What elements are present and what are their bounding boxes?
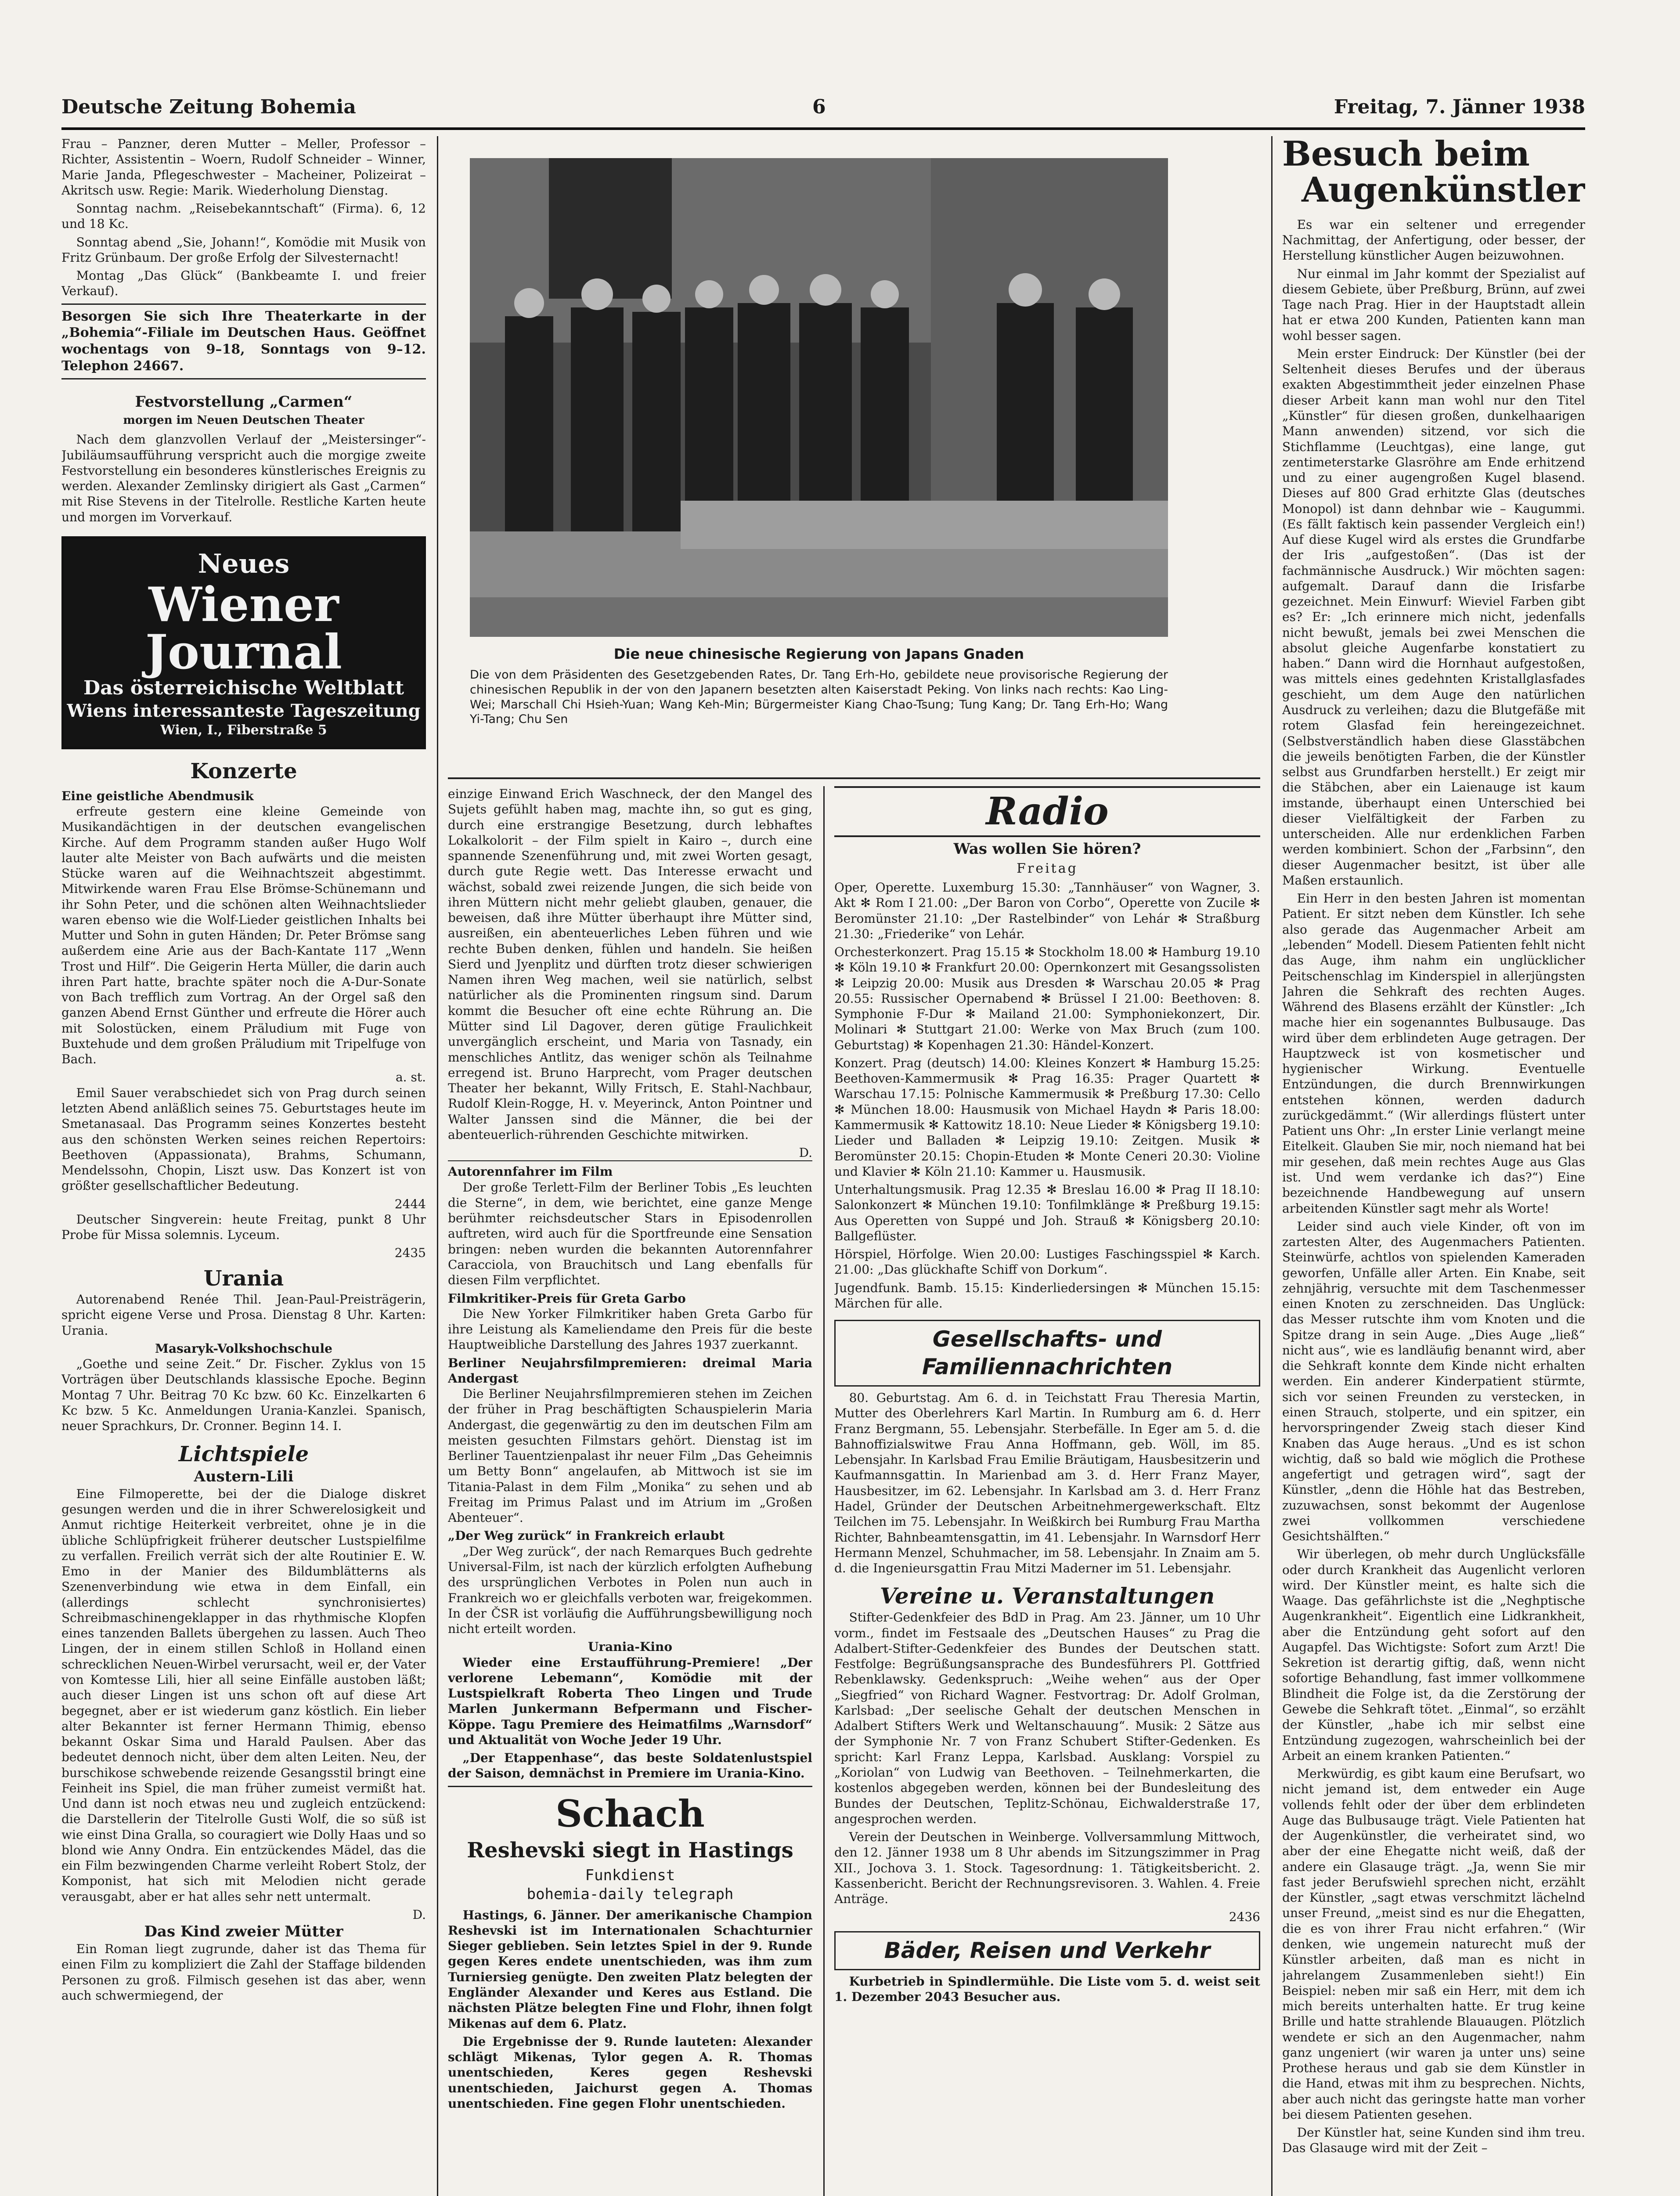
konzerte-heading: Konzerte bbox=[190, 759, 297, 784]
feature-p7: Merkwürdig, es gibt kaum eine Berufsart, wo nicht jemand ist, dem entweder ein Auge vollends fehlt oder der über dem erblindeten Auge das Bulbusauge trägt. Viele Patienten hat der Augenkünstler, die verheiratet sind, wo aber der eine Ehegatte nicht weiß, daß der andere ein Glasauge trägt. „Ja, wenn Sie mir fast jeder Berufswiehl sprechen nicht, erzählt der Künstler, „sagt etwas verschmitzt lächelnd unser Freund, „meist sind es nur die Ehegatten, die es von ihrer Frau nicht erfahren.“ (Wir denken, wie ungemein naturecht muß der Künstler arbeiten, daß man es nicht in jahrelangem Zusammenleben sieht!) Ein Beispiel: neben mir saß ein Herr, mit dem ich mich bereits unterhalten hatte. Er trug keine Brille und hatte strahlende Blauaugen. Plötzlich wendete er sich an den Augenmacher, nahm ganz ungeniert (wir waren ja unter uns) seine Prothese heraus und gab sie dem Künstler in die Hand, etwas mit ihm zu besprechen. Nichts, aber auch nicht das geringste hatte man vorher bei diesem Patienten gesehen. bbox=[1282, 1766, 1585, 2122]
feature-p5: Leider sind auch viele Kinder, oft von im zartesten Alter, des Augenmachers Patienten. Steinwürfe, achtlos von spielenden Kameraden geworfen, Unfälle aller Arten. Ein Knabe, seit zehnjährig, versuchte mit dem Taschenmesser einen Knoten zu zerschneiden. Das Unglück: das Messer rutschte ihm vom Knoten und die Spitze drang in sein Auge. „Dies Auge „ließ“ nicht aus“, wie es landläufig benannt wird, aber die Sehkraft konnte dem Kinde nicht erhalten werden. Ein anderer Kinderpatient stürmte, sich vor seinen Freunden zu verstecken, in einen Strauch, stolperte, und ein spitzer, ein hervorspringender Zweig stach dieser Kind Knaben das Auge heraus. „Und es ist schon wichtig, daß so bald wie möglich die Prothese angefertigt und getragen wird“, sagt der Künstler, „denn die Höhle hat das Bestreben, zuzuwachsen, sonst bekommt der Augenlose zwei vollkommen verschiedene Gesichtshälften.“ bbox=[1282, 1219, 1585, 1544]
film-signature: D. bbox=[799, 1145, 812, 1160]
masaryk-text: „Goethe und seine Zeit.“ Dr. Fischer. Zyklus von 15 Vorträgen über Deutschlands klassische Epoche. Beginn Montag 7 Uhr. Beitrag 70 Kc bzw. 60 Kc. Einzelkarten 6 Kc bzw. 5 Kc. Anmeldungen Urania-Kanzlei. Spanisch, neuer Sprachkurs, Dr. Cronner. Beginn 14. I. bbox=[61, 1357, 426, 1434]
carmen-title: Festvorstellung „Carmen“ bbox=[135, 393, 353, 411]
radio-oper: Oper, Operette. Luxemburg 15.30: „Tannhäuser“ von Wagner, 3. Akt ✻ Rom I 21.00: „Der Baron von Corbo“, Operette von Zucile ✻ Beromünster 21.10: „Der Rastelbinder“ von Lehár ✻ Straßburg 21.30: „Friederike“ von Lehár. bbox=[834, 880, 1260, 941]
photo-caption-title: Die neue chinesische Regierung von Japans Gnaden bbox=[613, 646, 1024, 662]
ad-line-1: Neues bbox=[198, 549, 290, 580]
radio-day: Freitag bbox=[1017, 861, 1078, 877]
austern-signature: D. bbox=[412, 1907, 426, 1922]
kind-title: Das Kind zweier Mütter bbox=[144, 1923, 343, 1941]
schach-subheading: Reshevski siegt in Hastings bbox=[467, 1838, 793, 1863]
urania-kino-text2: „Der Etappenhase“, das beste Soldatenlustspiel der Saison, demnächst in Premiere im Urania-Kino. bbox=[448, 1751, 812, 1781]
radio-jugend: Jugendfunk. Bamb. 15.15: Kinderliedersingen ✻ München 15.15: Märchen für alle. bbox=[834, 1280, 1260, 1311]
weg-text: „Der Weg zurück“, der nach Remarques Buch gedrehte Universal-Film, ist nach der kürzlich erfolgten Aufhebung des ursprünglichen Verbotes in Polen nun auch in Frankreich wo er gleichfalls verboten war, freigekommen. In der ČSR ist vorläufig die Aufführungsbewilligung noch nicht erteilt worden. bbox=[448, 1544, 812, 1636]
urania-text: Autorenabend Renée Thil. Jean-Paul-Preisträgerin, spricht eigene Verse und Prosa. Dienstag 8 Uhr. Karten: Urania. bbox=[61, 1292, 426, 1338]
gesellschaft-box bbox=[834, 1320, 1260, 1387]
radio-unterhaltung: Unterhaltungsmusik. Prag 12.35 ✻ Breslau 16.00 ✻ Prag II 18.10: Salonkonzert ✻ München 19.10: Tonfilmklänge ✻ Preßburg 19.15: Aus Operetten von Suppé und Joh. Strauß ✻ Königsberg 20.10: Ballgeflüster. bbox=[834, 1182, 1260, 1243]
photo-caption-text: Die von dem Präsidenten des Gesetzgebenden Rates, Dr. Tang Erh-Ho, gebildete neue provisorische Regierung der chinesischen Republik in der von den Japanern besetzten alten Kaiserstadt Peking. Von links nach rechts: Kao Ling-Wei; Marschall Chi Hsieh-Yuan; Wang Keh-Min; Bürgermeister Kiang Chao-Tsung; Tung Kang; Dr. Tang Erh-Ho; Wang Yi-Tang; Chu Sen bbox=[470, 668, 1168, 726]
gesellschaft-text: 80. Geburtstag. Am 6. d. in Teichstatt Frau Theresia Martin, Mutter des Oberlehrers Karl Martin. In Rumburg am 6. d. Herr Franz Bergmann, 55. Lebensjahr. Sterbefälle. In Eger am 5. d. die Bahnoffizialswitwe Frau Anna Hoffmann, geb. Wöll, im 85. Lebensjahr. In Karlsbad Frau Emilie Bräutigam, Hausbesitzerin und Kaufmannsgattin. In Marienbad am 3. d. Herr Franz Mayer, Hausbesitzer, im 62. Lebensjahr. In Karlsbad am 3. d. Herr Franz Hadel, Gründer der Deutschen Arbeitnehmergewerkschaft. Eltz Teilchen im 75. Lebensjahr. In Weißkirch bei Rumburg Frau Martha Richter, Bahnbeamtensgattin, im 41. Lebensjahr. In Warnsdorf Herr Hermann Menzel, Schuhmacher, im 58. Lebensjahr. In Znaim am 5. d. die Ingenieursgattin Frau Mitzi Maderner im 51. Lebensjahr. bbox=[834, 1391, 1260, 1576]
page-number: 6 bbox=[812, 96, 826, 118]
berliner-title: Berliner Neujahrsfilmpremieren: dreimal Maria Andergast bbox=[448, 1355, 812, 1386]
column-2 bbox=[448, 786, 812, 2196]
ad-line-5: Wien, I., Fiberstraße 5 bbox=[160, 722, 327, 738]
masaryk-title: Masaryk-Volkshochschule bbox=[155, 1341, 332, 1356]
ad-line-3: Das österreichische Weltblatt bbox=[83, 676, 404, 699]
weg-title: „Der Weg zurück“ in Frankreich erlaubt bbox=[448, 1528, 725, 1543]
masthead-title: Deutsche Zeitung Bohemia bbox=[61, 96, 356, 118]
autoren-title: Autorennfahrer im Film bbox=[448, 1160, 812, 1179]
garbo-title: Filmkritiker-Preis für Greta Garbo bbox=[448, 1291, 686, 1306]
montag: Montag „Das Glück“ (Bankbeamte I. und freier Verkauf). bbox=[61, 268, 426, 299]
issue-date: Freitag, 7. Jänner 1938 bbox=[1334, 96, 1585, 118]
funkdienst-label: Funkdienst bbox=[585, 1867, 675, 1885]
carmen-subtitle: morgen im Neuen Deutschen Theater bbox=[123, 413, 364, 427]
berliner-text: Die Berliner Neujahrsfilmpremieren stehen im Zeichen der früher in Prag beschäftigten Schauspielerin Maria Andergast, die gegenwärtig zu den im deutschen Film am meisten gesuchten Filmstars gehört. Dienstag ist im Berliner Tauentzienpalast ihr neuer Film „Das Geheimnis um Betty Bonn“ angelaufen, ab Mittwoch ist sie im Titania-Palast in dem Film „Monika“ zu sehen und ab Freitag im Primus Palast und im Atrium im „Großen Abenteuer“. bbox=[448, 1387, 812, 1525]
garbo-text: Die New Yorker Filmkritiker haben Greta Garbo für ihre Leistung als Kameliendame den Preis für die beste Hauptweibliche Darstellung des Jahres 1937 zuerkannt. bbox=[448, 1306, 812, 1352]
feature-p3: Mein erster Eindruck: Der Künstler (bei der Seltenheit dieses Berufes und der überaus exakten Abgestimmtheit jeder einzelnen Phase dieser Arbeit kann man wohl nur den Titel „Künstler“ für diesen großen, dunkelhaarigen Mann anwenden) sitzend, vor sich die Stichflamme (Leuchtgas), eine lange, gut zentimeterstarke Glasröhre am Ende erhitzend und zu einer augengroßen Kugel blasend. Dieses auf 800 Grad erhitzte Glas (deutsches Monopol) ist dann dehnbar wie – Kaugummi. (Es fällt faktisch kein passender Vergleich ein!) Auf diese Kugel wird als erstes die Grundfarbe der Iris „aufgestoßen“. (Das ist der fachmännische Ausdruck.) Wir möchten sagen: aufgemalt. Darauf dann die Irisfarbe gezeichnet. Mein Einwurf: Wieviel Farben gibt es? Er: „Ich erinnere mich nicht, jedenfalls nicht bewußt, jemals bei zwei Menschen die absolut gleiche Augenfarbe konstatiert zu haben.“ Dann wird die Hornhaut aufgestoßen, was mittels eines gedehnten Kristallglasfades geschieht, um dem Auge den natürlichen Ausdruck zu verleihen; dazu die Blutgefäße mit rotem Glasfad fein hereingezeichnet. (Selbstverständlich haben diese Glasstäbchen die jeweils benötigten Farben, die der Künstler selbst aus Grundfarben herstellt.) Er zeigt mir die Stäbchen, aber ein Laienauge ist kaum imstande, überhaupt einen Unterschied bei dieser Vielfältigkeit der Farben zu unterscheiden. Alle nur erdenklichen Farben werden kombiniert. Schon der „Farbsinn“, den dieser Augenmacher besitzt, ist über alle Maßen erstaunlich. bbox=[1282, 346, 1585, 888]
column-1 bbox=[61, 136, 426, 2196]
baeder-text: Kurbetrieb in Spindlermühle. Die Liste vom 5. d. weist seit 1. Dezember 2043 Besucher aus. bbox=[834, 1974, 1260, 2004]
urania-kino-title: Urania-Kino bbox=[588, 1640, 673, 1654]
austern-title: Austern-Lili bbox=[194, 1468, 294, 1485]
column-3 bbox=[834, 786, 1260, 2196]
column-rule-3 bbox=[1271, 136, 1273, 2196]
autoren-text: Der große Terlett-Film der Berliner Tobis „Es leuchten die Sterne“, in dem, wie berichtet, eine ganze Menge berühmter reichsdeutscher Stars in Episodenrollen auftreten, wird auch für die Sportfreunde eine Sensation bringen: neben wurden die bekannten Autorennfahrer Caracciola, von Brauchitsch und Lang ebenfalls für diesen Film verpflichtet. bbox=[448, 1180, 812, 1288]
wiener-journal-ad bbox=[61, 536, 426, 749]
page-header bbox=[61, 88, 1585, 130]
theater-ticket-box: Besorgen Sie sich Ihre Theaterkarte in der „Bohemia“-Filiale im Deutschen Haus. Geöffnet wochentags von 9–18, Sonntags von 9–12. Telephon 24667. bbox=[61, 303, 426, 379]
radio-subheading: Was wollen Sie hören? bbox=[953, 840, 1141, 858]
schach-text2: Die Ergebnisse der 9. Runde lauteten: Alexander schlägt Mikenas, Tylor gegen A. R. Thomas unentschieden, Keres gegen Reshevski unentschieden, Jaichurst gegen A. Thomas unentschieden. Fine gegen Flohr unentschieden. bbox=[448, 2034, 812, 2111]
konzert1-text: erfreute gestern eine kleine Gemeinde von Musikandächtigen in der deutschen evangelischen Kirche. Auf dem Programm standen außer Hugo Wolf lauter alte Meister von Bach aufwärts und die meisten Stücke waren auf die Weihnachtszeit abgestimmt. Mitwirkende waren Frau Else Brömse-Schünemann und ihr Sohn Peter, und die schönen alten Weihnachtslieder waren ebenso wie die Wolf-Lieder geistlichen Inhalts bei Mutter und Sohn in guten Händen; Dr. Peter Brömse sang außerdem eine Arie aus der Bach-Kantate 117 „Wenn Trost und Hilf“. Die Geigerin Herta Müller, die darin auch ihren Part hatte, brachte später noch die A-Dur-Sonate von Bach trefflich zum Vortrag. An der Orgel saß den ganzen Abend Ernst Günther und erfreute die Hörer auch mit Solostücken, einem Präludium mit Fuge von Buxtehude und dem großen Präludium mit Tripelfuge von Bach. bbox=[61, 804, 426, 1067]
konzert3-text: Deutscher Singverein: heute Freitag, punkt 8 Uhr Probe für Missa solemnis. Lyceum. bbox=[61, 1212, 426, 1242]
vereine-number: 2436 bbox=[1229, 1910, 1260, 1925]
feature-p6: Wir überlegen, ob mehr durch Unglücksfälle oder durch Krankheit das Augenlicht verloren wird. Der Künstler meint, es halte sich die Waage. Das gefährlichste ist die „Neghptische Augenkrankheit“. Eigentlich eine Lidkrankheit, aber die Entzündung geht sofort auf den Augapfel. Das Wichtigste: Sofort zum Arzt! Die Sekretion ist derartig giftig, daß, wenn nicht sofortige Behandlung, fast immer vollkommene Blindheit die Folge ist, da die Zerstörung der Gewebe die Sehkraft tötet. „Einmal“, so erzählt der Künstler, „habe ich mir selbst eine Entzündung zugezogen, wahrscheinlich bei der Arbeit an einem kranken Patienten.“ bbox=[1282, 1547, 1585, 1763]
feature-title-line-2: Augenkünstler bbox=[1301, 170, 1585, 210]
urania-heading: Urania bbox=[203, 1266, 284, 1291]
vereine-heading: Vereine u. Veranstaltungen bbox=[880, 1583, 1215, 1609]
schach-section bbox=[448, 1786, 812, 2111]
ad-line-2: Wiener Journal bbox=[145, 577, 342, 680]
radio-konzert: Konzert. Prag (deutsch) 14.00: Kleines Konzert ✻ Hamburg 15.25: Beethoven-Kammermusik ✻ Prag 16.35: Prager Quartett ✻ Warschau 17.15: Polnische Kammermusik ✻ Preßburg 17.30: Cello ✻ München 18.00: Hausmusik von Michael Haydn ✻ Paris 18.00: Kammermusik ✻ Kattowitz 18.10: Neue Lieder ✻ Königsberg 19.10: Lieder und Balladen ✻ Leipzig 19.10: Zeitgen. Musik ✻ Beromünster 20.15: Chopin-Etuden ✻ Monte Ceneri 20.30: Violine und Klavier ✻ Köln 21.10: Kammer u. Hausmusik. bbox=[834, 1055, 1260, 1179]
kind-text: Ein Roman liegt zugrunde, daher ist das Thema für einen Film zu kompliziert die Zahl der Staffage bildenden Personen zu groß. Filmisch gesehen ist das aber, wenn auch schwermiegend, der bbox=[61, 1942, 426, 2003]
konzert2-text: Emil Sauer verabschiedet sich von Prag durch seinen letzten Abend anläßlich seines 75. Geburtstages heute im Smetanasaal. Das Programm seines Konzertes besteht aus den schönsten Werken seines reichen Repertoirs: Beethoven (Appassionata), Brahms, Schumann, Mendelssohn, Chopin, Liszt usw. Das Konzert ist von größter gesellschaftlicher Bedeutung. bbox=[61, 1085, 426, 1193]
konzert3-number: 2435 bbox=[394, 1246, 426, 1261]
feature-title-line-1: Besuch beim bbox=[1282, 136, 1530, 174]
konzert1-signature: a. st. bbox=[395, 1070, 426, 1085]
lichtspiele-heading: Lichtspiele bbox=[178, 1441, 309, 1466]
vereine-text1: Stifter-Gedenkfeier des BdD in Prag. Am 23. Jänner, um 10 Uhr vorm., findet im Festsaale des „Deutschen Hauses“ zu Prag die Adalbert-Stifter-Gedenkfeier des Bundes der Deutschen statt. Festfolge: Begrüßungsansprache des Bundesführers Pl. Gottfried Rebenklawsky. Gedenkspruch: „Weihe wehen“ aus der Oper „Siegfried“ von Richard Wagner. Festvortrag: Dr. Adolf Grolman, Karlsbad: „Der seelische Gehalt der deutschen Menschen in Adalbert Stifters Werk und Weltanschauung“. Musik: 2 Sätze aus der Symphonie Nr. 7 von Franz Schubert Stifter-Gedenken. Es spricht: Karl Franz Leppa, Karlsbad. Ausklang: Vorspiel zu „Koriolan“ von Ludwig van Beethoven. – Teilnehmerkarten, die kostenlos abgegeben werden, können bei der Bundesleitung des Bundes der Deutschen, Teplitz-Schönau, Eichwalderstraße 17, angesprochen werden. bbox=[834, 1610, 1260, 1826]
feature-p1: Es war ein seltener und erregender Nachmittag, der Anfertigung, oder besser, der Herstellung künstlicher Augen beizuwohnen. bbox=[1282, 217, 1585, 263]
schach-text: Hastings, 6. Jänner. Der amerikanische Champion Reshevski ist im Internationalen Schachturnier Sieger geblieben. Sein letztes Spiel in der 9. Runde gegen Keres endete unentschieden, was ihm zum Turniersieg genügte. Den zweiten Platz belegten der Engländer Alexander und Keres aus Estland. Die nächsten Plätze belegten Fine und Flohr, ihnen folgt Mikenas auf dem 6. Platz. bbox=[448, 1907, 812, 2031]
theater-cast: Frau – Panzner, deren Mutter – Meller, Professor – Richter, Assistentin – Woern, Rudolf Schneider – Winner, Marie Janda, Pflegeschwester – Macheiner, Polizeirat – Akritsch usw. Regie: Marik. Wiederholung Dienstag. bbox=[61, 137, 426, 198]
sonntag-nachm: Sonntag nachm. „Reisebekanntschaft“ (Firma). 6, 12 und 18 Kc. bbox=[61, 201, 426, 231]
baeder-box bbox=[834, 1931, 1260, 1970]
news-photo bbox=[470, 158, 1168, 637]
feature-p4: Ein Herr in den besten Jahren ist momentan Patient. Er sitzt neben dem Künstler. Ich sehe also gerade das Augenmacher Arbeit am „lebenden“ Modell. Diesem Patienten fehlt nicht das Auge, ihm nahm ein unglücklicher Peitschenschlag im Kinderspiel in allerjüngsten Jahren die Sehkraft des rechten Auges. Während des Blasens erzählt der Künstler: „Ich mache hier ein sogenanntes Bulbusauge. Das wird über dem erblindeten Auge getragen. Der Hauptzweck ist von kosmetischer und hygienischer Wirkung. Eventuelle Entzündungen, die durch Brennwirkungen entstehen können, werden dadurch zurückgedämmt.“ (Wir allerdings flüstert unter Patient uns Ohr: „In erster Linie verlangt meine Eitelkeit. Glauben Sie mir, noch niemand hat bei mir gesehen, daß mein rechtes Auge aus Glas ist. Und wem verdanke ich das?“) Eine bezeichnende Handbewegung auf unsern arbeitenden Künstler sagt mehr als Worte! bbox=[1282, 891, 1585, 1216]
austern-text: Eine Filmoperette, bei der die Dialoge diskret gesungen werden und die in ihrer Schwerelosigkeit und Anmut richtige Heiterkeit verbreitet, ohne je in die übliche Schlüpfrigkeit früherer deutscher Lustspielfilme zu verfallen. Freilich verrät sich der alte Routinier E. W. Emo in der Manier des Bildumblätterns als Szenenverbindung wie etwa in dem Einfall, ein (allerdings schlecht synchronisiertes) Schreibmaschinengeklapper in das rhythmische Klopfen eines tanzenden Ballets übergehen zu lassen. Auch Theo Lingen, der in einem stillen Schloß in Holland einen schrecklichen Neuen-Wirbel verursacht, weil er, der Vater von Komtesse Lili, hier all seine Einfälle austoben läßt; auch dieser Lingen ist uns schon oft auf diese Art begegnet, aber er ist wiederum ganz köstlich. Ein lieber alter Bekannter ist ferner Hermann Thimig, ebenso bekannt Oskar Sima und Harald Paulsen. Aber das bedeutet dennoch nicht, über dem alten Leiten. Neu, der burschikose schwebende reizende Gesangsstil bringt eine Feinheit ins Spiel, die man früher zumeist vermißt hat. Und dann ist noch etwas neu und zugleich entzückend: die Darstellerin der Titelrolle Gusti Wolf, die so süß ist wie einst Dina Gralla, so couragiert wie Dolly Haas und so blond wie Anny Ondra. Ein entzückendes Mädel, das die ein Film bezwingenden Charme verleiht Robert Stolz, der Komponist, hat sich mit Melodien nicht gerade verausgabt, aber er hat alles sehr nett untermalt. bbox=[61, 1486, 426, 1904]
feature-p2: Nur einmal im Jahr kommt der Spezialist auf diesem Gebiete, über Preßburg, Brünn, auf zwei Tage nach Prag. Hier in der Hauptstadt allein hat er etwa 200 Kunden, Patienten kann man wohl besser sagen. bbox=[1282, 266, 1585, 343]
photo-illustration bbox=[470, 158, 1168, 637]
sonntag-abend: Sonntag abend „Sie, Johann!“, Komödie mit Musik von Fritz Grünbaum. Der große Erfolg der Silvesternacht! bbox=[61, 235, 426, 265]
radio-header bbox=[834, 786, 1260, 837]
newspaper-page bbox=[61, 88, 1585, 2196]
vereine-text2: Verein der Deutschen in Weinberge. Vollversammlung Mittwoch, den 12. Jänner 1938 um 8 Uhr abends im Sitzungszimmer in Prag XII., Jochova 3. 1. Stock. Tagesordnung: 1. Tätigkeitsbericht. 2. Kassenbericht. Bericht der Rechnungsrevisoren. 3. Wahlen. 4. Freie Anträge. bbox=[834, 1830, 1260, 1907]
gesellschaft-heading: Gesellschafts- und Familiennachrichten bbox=[922, 1326, 1173, 1380]
radio-heading: Radio bbox=[986, 789, 1109, 834]
schach-heading: Schach bbox=[555, 1791, 705, 1835]
konzert2-number: 2444 bbox=[394, 1196, 426, 1211]
radio-orchester: Orchesterkonzert. Prag 15.15 ✻ Stockholm 18.00 ✻ Hamburg 19.10 ✻ Köln 19.10 ✻ Frankfurt 20.00: Opernkonzert mit Gesangssolisten ✻ Leipzig 20.00: Musik aus Dresden ✻ Warschau 20.05 ✻ Prag 20.55: Russischer Opernabend ✻ Brüssel I 21.00: Beethoven: 8. Symphonie F-Dur ✻ Mailand 21.00: Symphoniekonzert, Dir. Molinari ✻ Stuttgart 21.00: Werke von Max Bruch (zum 100. Geburtstag) ✻ Kopenhagen 21.30: Händel-Konzert. bbox=[834, 945, 1260, 1052]
photo-rule bbox=[448, 777, 1260, 779]
column-rule-1 bbox=[437, 136, 438, 2196]
feature-p8: Der Künstler hat, seine Kunden sind ihm treu. Das Glasauge wird mit der Zeit – bbox=[1282, 2125, 1585, 2156]
radio-hoerspiel: Hörspiel, Hörfolge. Wien 20.00: Lustiges Faschingsspiel ✻ Karch. 21.00: „Das glückhafte Schiff von Dorkum“. bbox=[834, 1247, 1260, 1277]
telegraph-label: bohemia-daily telegraph bbox=[526, 1885, 734, 1903]
film-continued: einzige Einwand Erich Waschneck, der den Mangel des Sujets gefühlt haben mag, machte ihn, so gut es ging, durch eine erstrangige Besetzung, durch lebhaftes Lokalkolorit – der Film spielt in Kairo –, durch eine spannende Szenenführung und, mit zwei Worten gesagt, durch gute Regie wett. Das Interesse erwacht und wächst, sobald zwei reizende Jungen, die sich beide von ihren Müttern nicht mehr geliebt glauben, genauer, die beweisen, daß ihre Mütter überhaupt ihre Mütter sind, ausreißen, ein abenteuerliches Leben führen und wie rechte Buben denken, fühlen und handeln. Sie heißen Sierd und Jyenplitz und dürften trotz dieser schwierigen Namen ihren Weg machen, weil sie natürlich, selbst natürlicher als die Prominenten ringsum sind. Darum kommt die Besucher oft eine echte Rührung an. Die Mütter sind Lil Dagover, deren gütige Fraulichkeit unvergänglich erscheint, und Maria von Tasnady, ein menschliches Antlitz, das weniger schön als Teilnahme erregend ist. Bruno Harprecht, vom Prager deutschen Theater her bekannt, Willy Fritsch, E. Stahl-Nachbaur, Rudolf Klein-Rogge, H. v. Meyerinck, Anton Pointner und Walter Janssen sind die Männer, die bei der abenteuerlich-rührenden Geschichte mitwirken. bbox=[448, 787, 812, 1142]
konzert1-title: Eine geistliche Abendmusik bbox=[61, 788, 254, 803]
carmen-text: Nach dem glanzvollen Verlauf der „Meistersinger“-Jubiläumsaufführung verspricht auch die morgige zweite Festvorstellung ein besonderes künstlerisches Ereignis zu werden. Alexander Zemlinsky dirigiert als Gast „Carmen“ mit Rise Stevens in der Titelrolle. Restliche Karten heute und morgen im Vorverkauf. bbox=[61, 432, 426, 524]
ad-line-4: Wiens interessanteste Tageszeitung bbox=[67, 701, 421, 722]
column-rule-2 bbox=[823, 786, 825, 2196]
baeder-heading: Bäder, Reisen und Verkehr bbox=[884, 1937, 1211, 1963]
urania-kino-text: Wieder eine Erstaufführung-Premiere! „Der verlorene Lebemann“, Komödie mit der Lustspielkraft Roberta Theo Lingen und Trude Marlen Junkermann Befpermann und Fischer-Köppe. Tagu Premiere des Heimatfilms „Warnsdorf“ und Aktualität von Woche Jeder 19 Uhr. bbox=[448, 1655, 812, 1747]
column-4 bbox=[1282, 136, 1585, 2196]
